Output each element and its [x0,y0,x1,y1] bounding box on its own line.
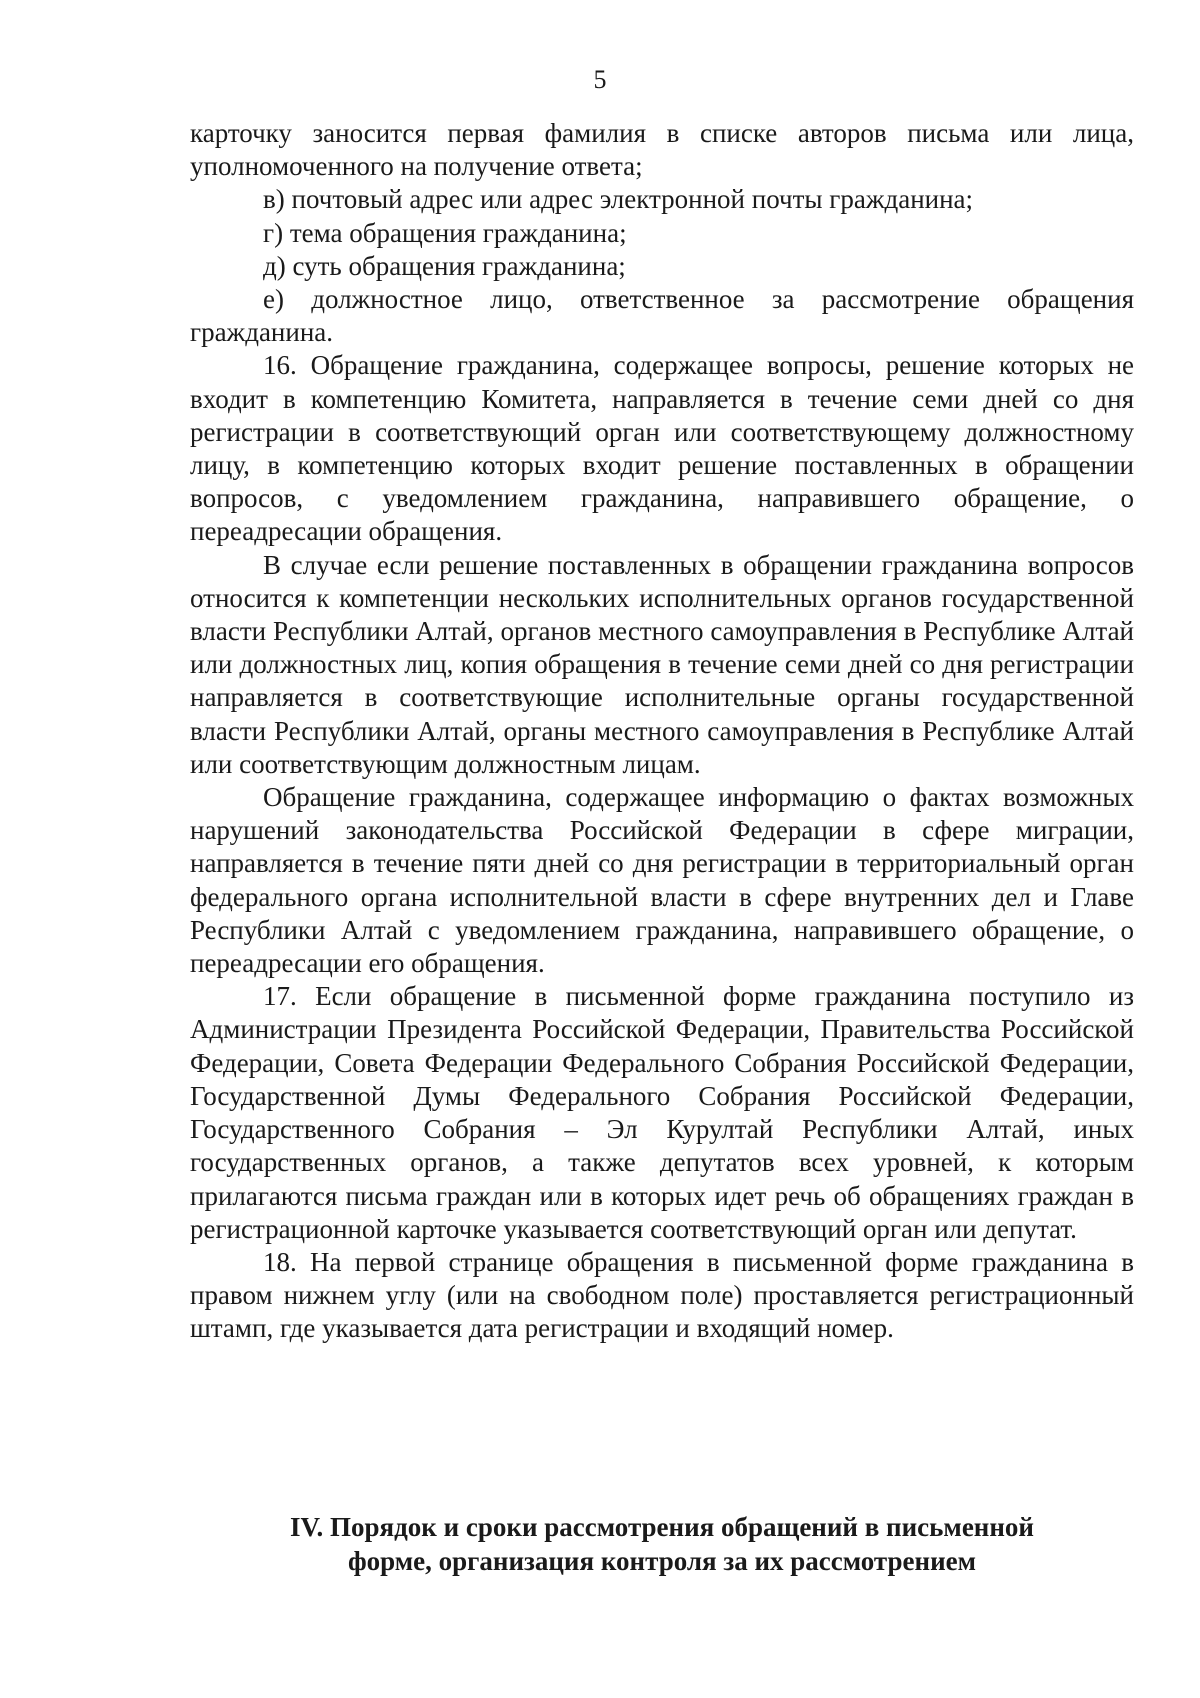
section-heading-line-1: IV. Порядок и сроки рассмотрения обращений в письменной [290,1512,1034,1542]
paragraph-multiple-bodies: В случае если решение поставленных в обращении гражданина вопросов относится к компетенции нескольких исполнительных органов государственной власти Республики Алтай, органов местного самоуправления в Республике Алтай или должностных лиц, копия обращения в течение семи дней со дня регистрации направляется в соответствующие исполнительные органы государственной власти Республики Алтай, органы местного самоуправления в Республике Алтай или соответствующим должностным лицам. [190,549,1134,779]
section-heading-line-2: форме, организация контроля за их рассмотрением [347,1546,977,1576]
list-item-g: г) тема обращения гражданина; [263,217,627,248]
document-body [190,117,1134,1346]
paragraph-migration: Обращение гражданина, содержащее информацию о фактах возможных нарушений законодательства Российской Федерации в сфере миграции, направляется в течение пяти дней со дня регистрации в территориальный орган федерального органа исполнительной власти в сфере внутренних дел и Главе Республики Алтай с уведомлением гражданина, направившего обращение, о переадресации его обращения. [190,782,1134,979]
paragraph-18: 18. На первой странице обращения в письменной форме гражданина в правом нижнем углу (или на свободном поле) проставляется регистрационный штамп, где указывается дата регистрации и входящий номер. [190,1246,1134,1344]
paragraph-16: 16. Обращение гражданина, содержащее вопросы, решение которых не входит в компетенцию Комитета, направляется в течение семи дней со дня регистрации в соответствующий орган или соответствующему должностному лицу, в компетенцию которых входит решение поставленных в обращении вопросов, с уведомлением гражданина, направившего обращение, о переадресации обращения. [190,350,1134,547]
list-item-d: д) суть обращения гражданина; [263,250,626,281]
list-item-e: е) должностное лицо, ответственное за рассмотрение обращения гражданина. [190,284,1134,348]
section-heading [190,1510,1134,1578]
paragraph-card-author: карточку заносится первая фамилия в списке авторов письма или лица, уполномоченного на получение ответа; [190,118,1134,182]
paragraph-17: 17. Если обращение в письменной форме гражданина поступило из Администрации Президента Российской Федерации, Правительства Российской Федерации, Совета Федерации Федерального Собрания Российской Федерации, Государственной Думы Федерального Собрания Российской Федерации, Государственного Собрания – Эл Курултай Республики Алтай, иных государственных органов, а также депутатов всех уровней, к которым прилагаются письма граждан или в которых идет речь об обращениях граждан в регистрационной карточке указывается соответствующий орган или депутат. [190,981,1134,1244]
page-number: 5 [593,65,607,94]
list-item-b: в) почтовый адрес или адрес электронной почты гражданина; [263,184,974,215]
